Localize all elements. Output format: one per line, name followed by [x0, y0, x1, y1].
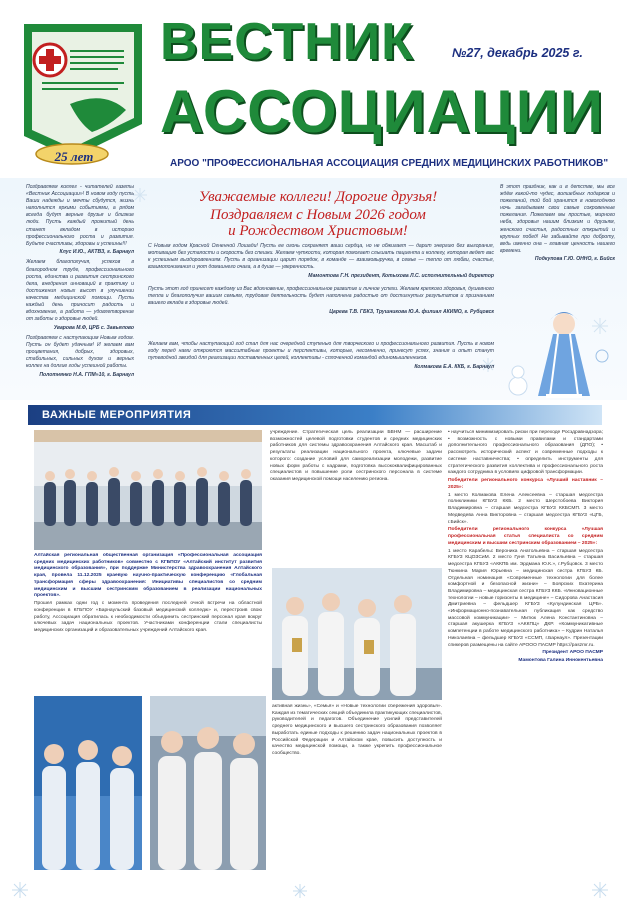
conference-group-photo: [34, 430, 262, 550]
association-logo: [14, 20, 152, 168]
snow-maiden-illustration: [498, 306, 618, 398]
snowflake-border-icon: [0, 876, 627, 904]
award-ceremony-photo: [272, 568, 442, 700]
greeting-signature: Клус И.Ю., АКТВЗ, г. Барнаул: [59, 249, 134, 256]
issue-number: №27, декабрь 2025 г.: [452, 46, 583, 60]
article-paragraph: активная жизнь», «Семья» и «Новые технологии сбережения здоровья». Каждая из тематических секций объединила практикующих специалистов, руководителей и педагогов. Объединение усилий представителей среднего медицинского и высшего сестринского образования позволяет выработать единые подходы к решению задач национальных проектов в Российской Федерации и Алтайском крае, повысить доступность и качество медицинской помощи, а также укрепить профессиональное сообщество.: [272, 704, 442, 756]
speakers-photo: [34, 696, 142, 870]
article-paragraph: • научиться минимизировать риски при переходе Росздравнадзора; • возможность с новыми правилами и стандартами дополнительного профессионального образования (ДПО); • рассмотреть исторический аспект и современные подходы к системе наставничества; • определить инструменты для стратегического развития коллектива и профессионального роста каждого сотрудника в условиях цифровой трансформации.: [448, 430, 603, 476]
greeting-paragraph: Пусть этот год принесет каждому из Вас вдохновение, профессиональное развитие и личное успехи. Желаем крепкого здоровья, душевного тепла и благополучия вашим семьям, трудовая деятельность будет наполнена радостью от достигнутых результатов и признанием вашего вклада в здоровье людей.: [148, 286, 494, 307]
article-lead-caption: Алтайская региональная общественная организация «Профессиональная ассоциация средних медицинских работников» совместно с КГБПОУ «Алтайский институт развития медицинского образования», при поддержке Министерства здравоохранения Алтайского края, провела 11.12.2025 краевую научно-практическую конференцию «Глобальная трансформация сферы здравоохранения: Инициативы специалистов со средним медицинским и высшим сестринским образованием в реализации национальных проектов».: [34, 553, 262, 599]
organization-name: АРОО "ПРОФЕССИОНАЛЬНАЯ АССОЦИАЦИЯ СРЕДНИХ МЕДИЦИНСКИХ РАБОТНИКОВ": [170, 158, 609, 169]
greeting-headline-2: Поздравляем с Новым 2026 годом: [210, 207, 426, 223]
greeting-signature: Уварова М.Ф, ЦРБ с. Завьялово: [53, 324, 134, 331]
greeting-signature: Царева Т.В. ГБКЗ, Трушникова Ю.А. филиал АКИМО, г. Рубцовск: [329, 308, 494, 315]
greeting-paragraph: В этот праздник, как и в детстве, мы все ждём какой-то чудес, волшебных подарков и пожеланий, той бой хранится в новогоднюю ночь загадываем свои самые сокровенные пожелания. Пожелаем мы простые, мирного неба, здоровья нашим близким и друзьям, женского счастья, радостных открытий и крупных побед! Не забывайте про доброту, ведь именно она – главная ценность нашего времени.: [500, 184, 615, 254]
article-column-2b: [272, 704, 442, 874]
section-band: [28, 405, 602, 425]
greeting-headline-1: Уважаемые коллеги! Дорогие друзья!: [198, 189, 438, 205]
greeting-signature: Мамонтова Г.Н. президент, Котыхова Л.С. исполнительный директор: [308, 272, 494, 279]
masthead-title-line1: ВЕСТНИК: [160, 13, 414, 71]
article-paragraph: учреждение. Стратегическая цель реализации БВНМ — расширение возможностей целевой подготовки студентов и средних медицинских работников для системы здравоохранения Алтайского края. Масштаб и результаты реализации национального проекта, ключевые задачи которого: создание условий для самореализации молодежи, развитие новых форм работы с кадрами, подготовка высококвалифицированных специалистов и повышение роли сестринского персонала в системе оказания медицинской помощи населению региона.: [270, 430, 442, 482]
greeting-signature: Колмакова Е.А. ККБ, г. Барнаул: [414, 363, 494, 370]
section-title: ВАЖНЫЕ МЕРОПРИЯТИЯ: [42, 409, 192, 421]
lead-right-column: [500, 184, 615, 304]
greeting-paragraph: Желаем благополучия, успехов в благородном труде, профессионального роста, единства и развития сестринского дела, внедрения инноваций в практику и достижения новых высот в улучшении качества медицинской помощи. Пусть каждый день приносит радость и вдохновение, а работа — удовлетворение от заботы о здоровье людей.: [26, 259, 134, 323]
signature-name: Мамонтова Галина Иннокентьевна: [518, 658, 603, 664]
winners-list: 1 место Колмакова Елена Алексеевна – старшая медсестра поликлиники КГБУЗ ККБ. 2 место Шерстобоева Виктория Владимировна – старшая медсестра КГБУЗ ККБСМП. 3 место Медведева Анна Викторовна – старшая медсестра КГБУЗ «ЦГБ, г.Бийск».: [448, 492, 603, 525]
greeting-paragraph: Поздравляем коллег - читателей газеты «Вестник Ассоциации»! В новом году пусть Ваши надежды и мечты сбудутся, жизнь наполнится яркими событиями, а рядом всегда будут верные друзья и близкие люди. Пусть каждый прожитый день станет вкладом в историю профессионального роста и развития. Будьте счастливы, здоровы и успешны!!!: [26, 184, 134, 247]
greeting-headline-3: и Рождеством Христовым!: [228, 223, 408, 239]
greeting-paragraph: С Новым годом Красной Огненной Лошади! Пусть ее огонь сохраняет ваши сердца, но не обжигает — дарит энергию без выгорания, мотивацию без усталости и скорость без спешки. Желаем чуткости, которая помогает слышать пациента и коллегу, которая ведет вас к успешным выздоровлениям. Пусть в организации царит порядок, в команде — взаимовыручка, в семье — тепло от любви, счастья, взаимопонимания и уют домашнего очага, а в душе — уверенность.: [148, 243, 494, 271]
greeting-signature: Подкупова Г.Ю. ОННО, г. Бийск: [534, 256, 615, 263]
lead-middle-paragraph: [148, 243, 494, 281]
lead-left-column: [26, 184, 134, 396]
article-column-2: [270, 430, 442, 566]
greeting-section: [0, 178, 627, 400]
greeting-paragraph: Поздравляем с наступающим Новым годом. Пусть он будет удачным! И желаем вам процветания, добрых, здоровых, стабильных, сильных духом и верных коллег на долгие годы успешной работы.: [26, 334, 134, 370]
winners-heading: Победители регионального конкурса «Лучший наставник – 2025»:: [448, 478, 603, 490]
contest-heading: Победители регионального конкурса «Лучшая профессиональная статья специалиста со средним медицинским и высшим сестринским образованием – 2025»:: [448, 527, 603, 546]
article-column-3: [448, 430, 603, 876]
greeting-paragraph: Желаем вам, чтобы наступающий год стал для нас очередной ступенью для творческого и профессионального развития. Пусть в новом году перед нами откроются массштабные проекты и перспективы, которые, несомненно, принесут успех, знания и опыт станут путеводной звездой для реализации поставленных целей, коллективы - сплоченной командой единомышленников.: [148, 341, 494, 362]
article-paragraph: Прошел рамках одни год с момента проведения последней очной встречи на областной конференции в КГБПОУ «Барнаульский базовый медицинский колледж» и, перестроив свою работу, Ассоциация обратилась к необходимости объединить сестринский персонал края вокруг ключевых задач национальных проектов. Участниками конференции стали специалисты медицинских организаций и образовательных учреждений Алтайского края.: [34, 601, 262, 633]
participants-photo: [150, 696, 266, 870]
article-column-1: [34, 553, 262, 693]
lead-middle-paragraph: [148, 286, 494, 336]
contest-list: 1 место Карабельс Вероника Анатольевна – старшая медсестра КГБУЗ КЦОЗСиМ. 2 место Гуня Татьяна Васильевна – старшая медсестра КГБУЗ «АККПБ им. Эрдмана Ю.К.», г.Рубцовск. 3 место Тюнкина Мария Юрьевна – медицинская сестра КГБУЗ КБ. Отдельная номинация «Современные технологии для более комфортной и безопасной жизни» – Боярских Екатерина Владимировна – медицинская сестра КГБУЗ ККБ. «Инновационные технологии – новые горизонты в медицине» – Сидорова Анастасия Дмитриевна – фельдшер КГБУЗ «Кулундинская ЦРБ». «Информационно-познавательная публикация как средство массовой коммуникации» – Митюк Алена Константиновна – старшая акушерка КГБУЗ «АККПЦ» ДКР. «Коммуникативные компетенции в работе медицинского работника» – Кудрин Наталья Николаевна – фельдшер КГБУЗ «ССМП, г.Барнаул». Презентации спикеров размещены на сайте АРООО ПАСМР https://paszmr.ru.: [448, 548, 603, 648]
lead-middle-paragraph: [148, 341, 494, 391]
greeting-signature: Полотнянко Н.А. ГПМ»10, г. Барнаул: [39, 371, 134, 378]
signature-role: Президент АРОО ПАСМР: [542, 650, 603, 656]
masthead-title-line2: АССОЦИАЦИИ: [160, 78, 605, 145]
anniversary-ribbon: 25 лет: [54, 149, 94, 164]
